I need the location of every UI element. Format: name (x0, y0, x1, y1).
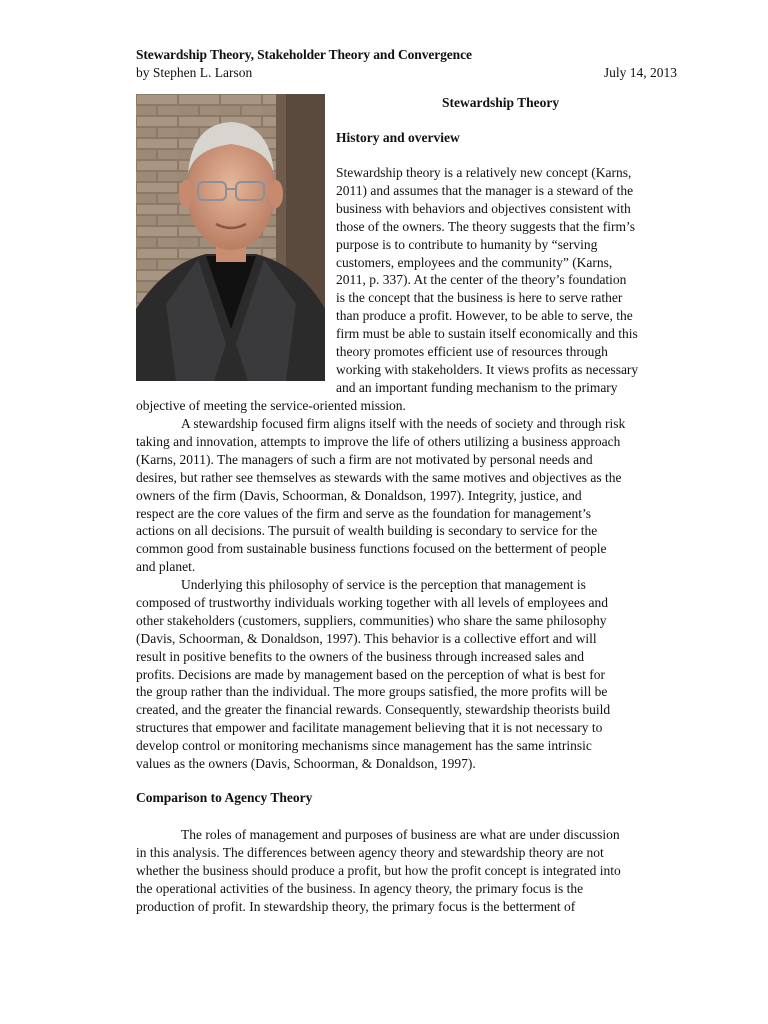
text-line: purpose is to contribute to humanity by “serving (336, 236, 598, 252)
text-line: than produce a profit. However, to be able to serve, the (336, 308, 633, 324)
document-title: Stewardship Theory, Stakeholder Theory and Convergence (136, 47, 472, 62)
text-line: and planet. (136, 559, 196, 575)
text-line: those of the owners. The theory suggests that the firm’s (336, 218, 635, 234)
text-line: The roles of management and purposes of business are what are under discussion (181, 827, 620, 842)
paragraph-intro-tail: objective of meeting the service-oriented mission. (136, 398, 406, 413)
text-line: Stewardship theory is a relatively new concept (Karns, (336, 165, 632, 180)
document-date: July 14, 2013 (603, 65, 677, 80)
text-line: created, and the greater the financial rewards. Consequently, stewardship theorists build (136, 702, 611, 718)
text-line: the group rather than the individual. The more groups satisfied, the more profits will be (136, 684, 608, 700)
text-line: Underlying this philosophy of service is the perception that management is (181, 577, 586, 592)
text-line: is the concept that the business is here to serve rather (336, 290, 623, 306)
text-line: profits. Decisions are made by management based on the perception of what is best for (136, 666, 605, 682)
text-line: develop control or monitoring mechanisms since management has the same intrinsic (136, 738, 592, 754)
text-line: values as the owners (Davis, Schoorman, & Donaldson, 1997). (136, 756, 476, 772)
paragraph-philosophy (136, 576, 678, 773)
comparison-heading: Comparison to Agency Theory (136, 790, 313, 805)
text-line: owners of the firm (Davis, Schoorman, & Donaldson, 1997). Integrity, justice, and (136, 487, 582, 503)
text-line: production of profit. In stewardship theory, the primary focus is the betterment of (136, 898, 576, 914)
text-line: composed of trustworthy individuals working together with all levels of employees and (136, 594, 609, 610)
author-photo (136, 94, 325, 381)
text-line: actions on all decisions. The pursuit of wealth building is secondary to service for the (136, 523, 598, 539)
text-line: whether the business should produce a profit, but how the profit concept is integrated into (136, 862, 621, 878)
text-line: business with behaviors and objectives consistent with (336, 200, 631, 216)
text-line: desires, but rather see themselves as stewards with the same motives and objectives as the (136, 469, 622, 485)
text-line: other stakeholders (customers, suppliers, communities) who share the same philosophy (136, 612, 607, 628)
text-line: structures that empower and facilitate management believing that it is not necessary to (136, 720, 603, 736)
text-line: (Davis, Schoorman, & Donaldson, 1997). This behavior is a collective effort and will (136, 630, 597, 646)
text-line: customers, employees and the community” (Karns, (336, 254, 613, 270)
author-byline: by Stephen L. Larson (136, 65, 253, 80)
section-heading: Stewardship Theory (442, 95, 560, 110)
text-line: firm must be able to sustain itself economically and this (336, 326, 638, 342)
author-portrait-icon (136, 94, 325, 381)
text-line: taking and innovation, attempts to improve the life of others utilizing a business approach (136, 433, 621, 449)
paragraph-comparison (136, 826, 678, 916)
text-line: theory promotes efficient use of resources through (336, 344, 608, 360)
text-line: result in positive benefits to the owners of the business through increased sales and (136, 648, 585, 664)
paragraph-stewardship-firm (136, 415, 678, 576)
subsection-heading: History and overview (336, 130, 460, 145)
text-line: A stewardship focused firm aligns itself with the needs of society and through risk (181, 416, 626, 431)
text-line: 2011, p. 337). At the center of the theory’s foundation (336, 272, 627, 288)
text-line: respect are the core values of the firm and serve as the foundation for management’s (136, 505, 592, 521)
text-line: and an important funding mechanism to the primary (336, 379, 618, 395)
text-line: 2011) and assumes that the manager is a steward of the (336, 182, 634, 198)
paragraph-intro (336, 164, 678, 397)
text-line: (Karns, 2011). The managers of such a firm are not motivated by personal needs and (136, 451, 593, 467)
text-line: working with stakeholders. It views profits as necessary (336, 361, 639, 377)
text-line: the operational activities of the business. In agency theory, the primary focus is the (136, 880, 584, 896)
text-line: common good from sustainable business functions focused on the betterment of people (136, 541, 607, 557)
text-line: in this analysis. The differences between agency theory and stewardship theory are not (136, 844, 604, 860)
